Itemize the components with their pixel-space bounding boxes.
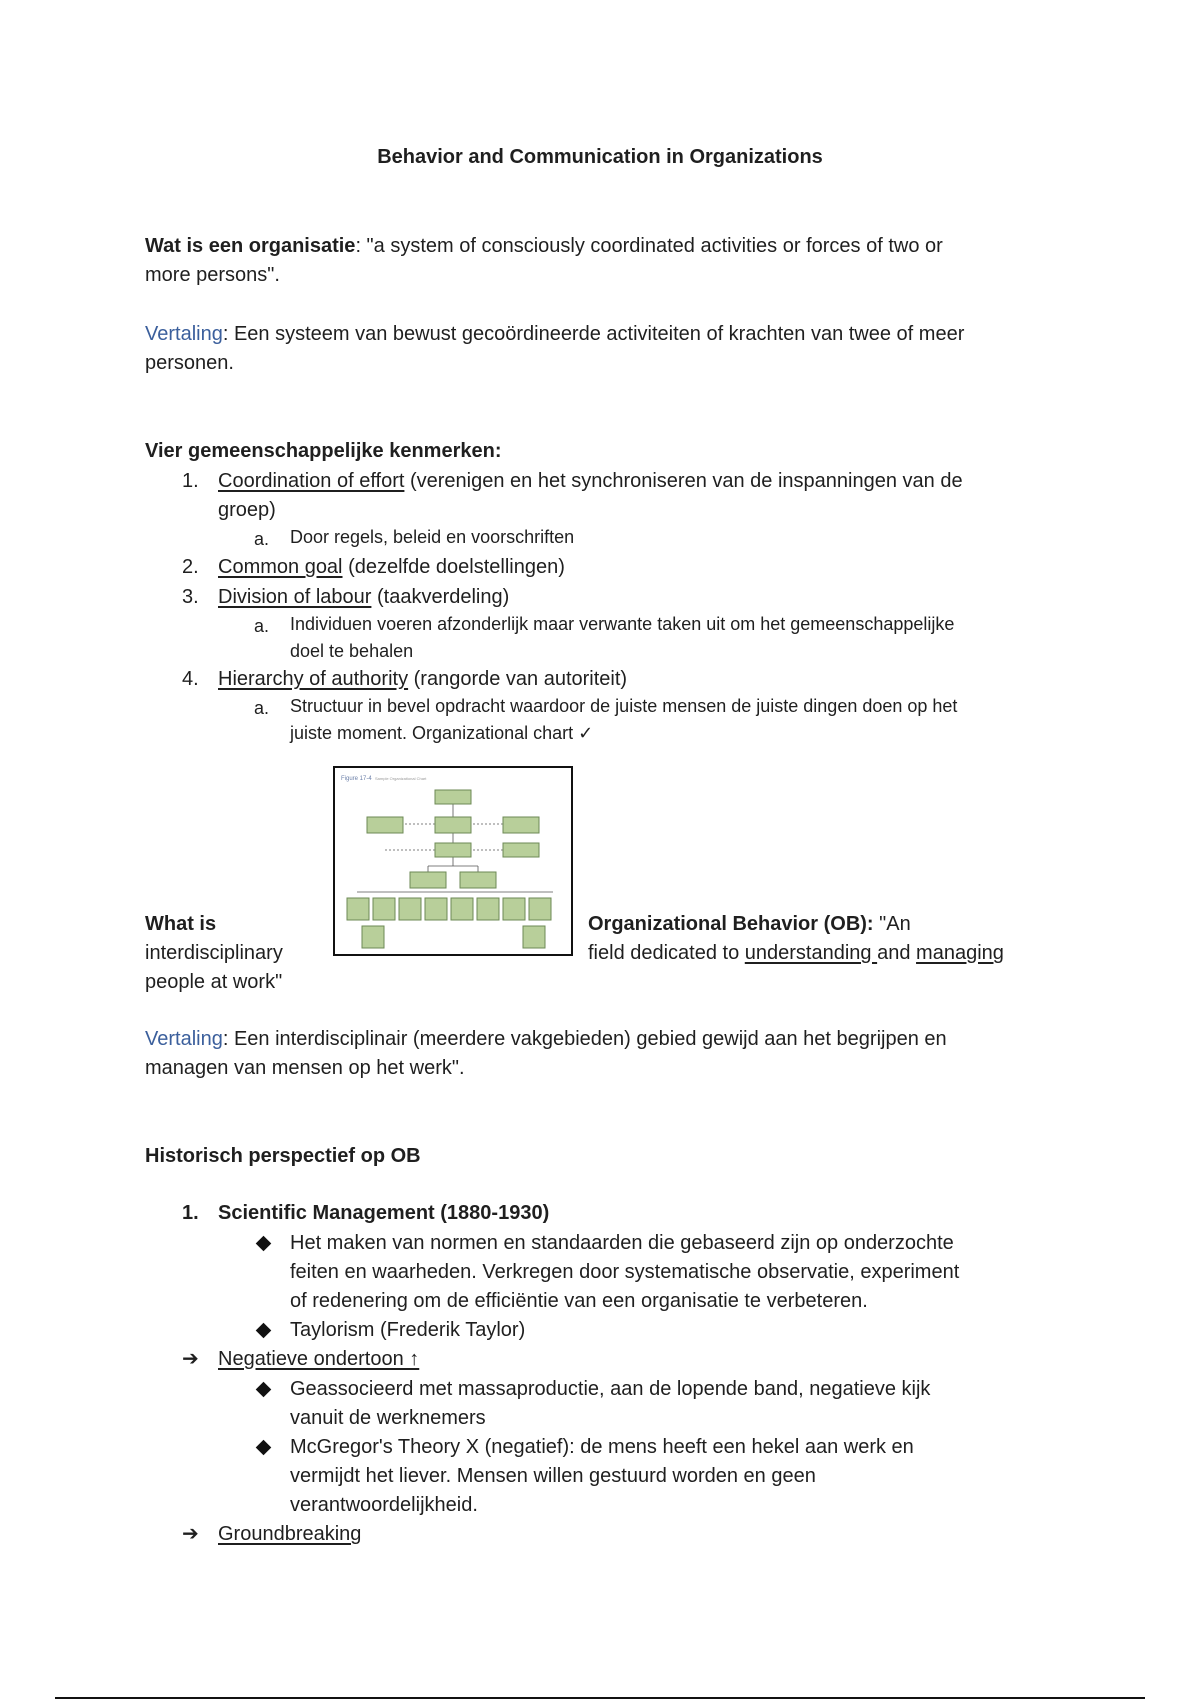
translation-label: Vertaling <box>145 323 223 345</box>
feature-sub-2: juiste moment. Organizational chart ✓ <box>290 723 594 743</box>
feature-sub: Door regels, beleid en voorschriften <box>290 527 575 547</box>
feature-item-4 <box>218 665 627 694</box>
ob-text: and <box>877 942 917 964</box>
bullet-text: feiten en waarheden. Verkregen door systematische observatie, experiment <box>290 1261 960 1283</box>
translation-2-text-2: managen van mensen op het werk". <box>145 1057 465 1079</box>
diamond-bullet-icon <box>256 1382 272 1398</box>
list-number: 2. <box>182 556 199 578</box>
sub-marker: a. <box>254 616 270 636</box>
bullet-text: Het maken van normen en standaarden die gebaseerd zijn op onderzochte <box>290 1232 954 1254</box>
definition-term: Wat is een organisatie <box>145 235 356 257</box>
diamond-bullet-icon <box>256 1236 272 1252</box>
ob-left-2: interdisciplinary <box>145 942 283 964</box>
ob-text: "An <box>873 913 911 935</box>
ob-managing: managing <box>916 942 1004 964</box>
feature-desc-2: groep) <box>218 499 276 521</box>
ob-definition-2 <box>588 939 1004 968</box>
page-bottom-divider <box>55 1697 1145 1699</box>
diamond-bullet-icon <box>256 1323 272 1339</box>
definition-text: : "a system of consciously coordinated activities or forces of two or <box>355 235 943 257</box>
chart-caption-rest: Sample Organizational Chart <box>375 776 427 781</box>
history-heading: Historisch perspectief op OB <box>145 1145 421 1167</box>
feature-sub-2: doel te behalen <box>290 641 414 661</box>
sub-marker: a. <box>254 698 270 718</box>
ob-left-1: What is <box>145 913 217 935</box>
bullet-text: Geassocieerd met massaproductie, aan de lopende band, negatieve kijk <box>290 1378 931 1400</box>
sub-marker: a. <box>254 529 270 549</box>
feature-item-2 <box>218 553 565 582</box>
diamond-bullet-icon <box>256 1440 272 1456</box>
feature-title: Hierarchy of authority <box>218 668 409 690</box>
ob-term: Organizational Behavior (OB): <box>588 913 874 935</box>
list-number: 1. <box>182 470 199 492</box>
negative-undertone: Negatieve ondertoon ↑ <box>218 1348 420 1370</box>
translation-text: : Een systeem van bewust gecoördineerde activiteiten of krachten van twee of meer <box>222 323 965 345</box>
org-chart-drawing <box>335 768 571 954</box>
ob-left-3: people at work" <box>145 971 283 993</box>
translation-1 <box>145 320 964 349</box>
ob-definition <box>588 910 911 939</box>
definition-text-2: more persons". <box>145 264 280 286</box>
bullet-text: McGregor's Theory X (negatief): de mens heeft een hekel aan werk en <box>290 1436 914 1458</box>
feature-item-1 <box>218 467 963 496</box>
bullet-text: Taylorism (Frederik Taylor) <box>290 1319 526 1341</box>
feature-item-3 <box>218 583 509 612</box>
bullet-text: of redenering om de efficiëntie van een organisatie te verbeteren. <box>290 1290 868 1312</box>
feature-desc: (rangorde van autoriteit) <box>408 668 628 690</box>
chart-caption: Figure 17-4 <box>341 776 372 782</box>
arrow-icon: ➔ <box>182 1348 199 1370</box>
feature-title: Common goal <box>218 556 343 578</box>
translation-label: Vertaling <box>145 1028 223 1050</box>
translation-1-text-2: personen. <box>145 352 234 374</box>
groundbreaking: Groundbreaking <box>218 1523 362 1545</box>
list-number: 3. <box>182 586 199 608</box>
feature-sub: Structuur in bevel opdracht waardoor de juiste mensen de juiste dingen doen op het <box>290 696 958 716</box>
list-number: 1. <box>182 1202 199 1224</box>
arrow-icon: ➔ <box>182 1523 199 1545</box>
organisation-definition <box>145 232 943 261</box>
feature-desc: (verenigen en het synchroniseren van de inspanningen van de <box>404 470 963 492</box>
feature-desc: (dezelfde doelstellingen) <box>342 556 565 578</box>
translation-2 <box>145 1025 947 1054</box>
feature-title: Division of labour <box>218 586 372 608</box>
scientific-management-title: Scientific Management (1880-1930) <box>218 1202 550 1224</box>
chart-boxes <box>347 790 551 948</box>
page-title: Behavior and Communication in Organizations <box>377 146 823 168</box>
features-heading: Vier gemeenschappelijke kenmerken: <box>145 440 502 462</box>
bullet-text: vermijdt het liever. Mensen willen gestuurd worden en geen <box>290 1465 816 1487</box>
ob-understanding: understanding <box>744 942 878 964</box>
ob-text: field dedicated to <box>588 942 745 964</box>
feature-title: Coordination of effort <box>218 470 405 492</box>
feature-sub: Individuen voeren afzonderlijk maar verwante taken uit om het gemeenschappelijke <box>290 614 955 634</box>
organizational-chart-image <box>333 766 573 956</box>
bullet-text: vanuit de werknemers <box>290 1407 486 1429</box>
list-number: 4. <box>182 668 199 690</box>
feature-desc: (taakverdeling) <box>371 586 510 608</box>
bullet-text: verantwoordelijkheid. <box>290 1494 478 1516</box>
translation-text: : Een interdisciplinair (meerdere vakgebieden) gebied gewijd aan het begrijpen en <box>222 1028 947 1050</box>
